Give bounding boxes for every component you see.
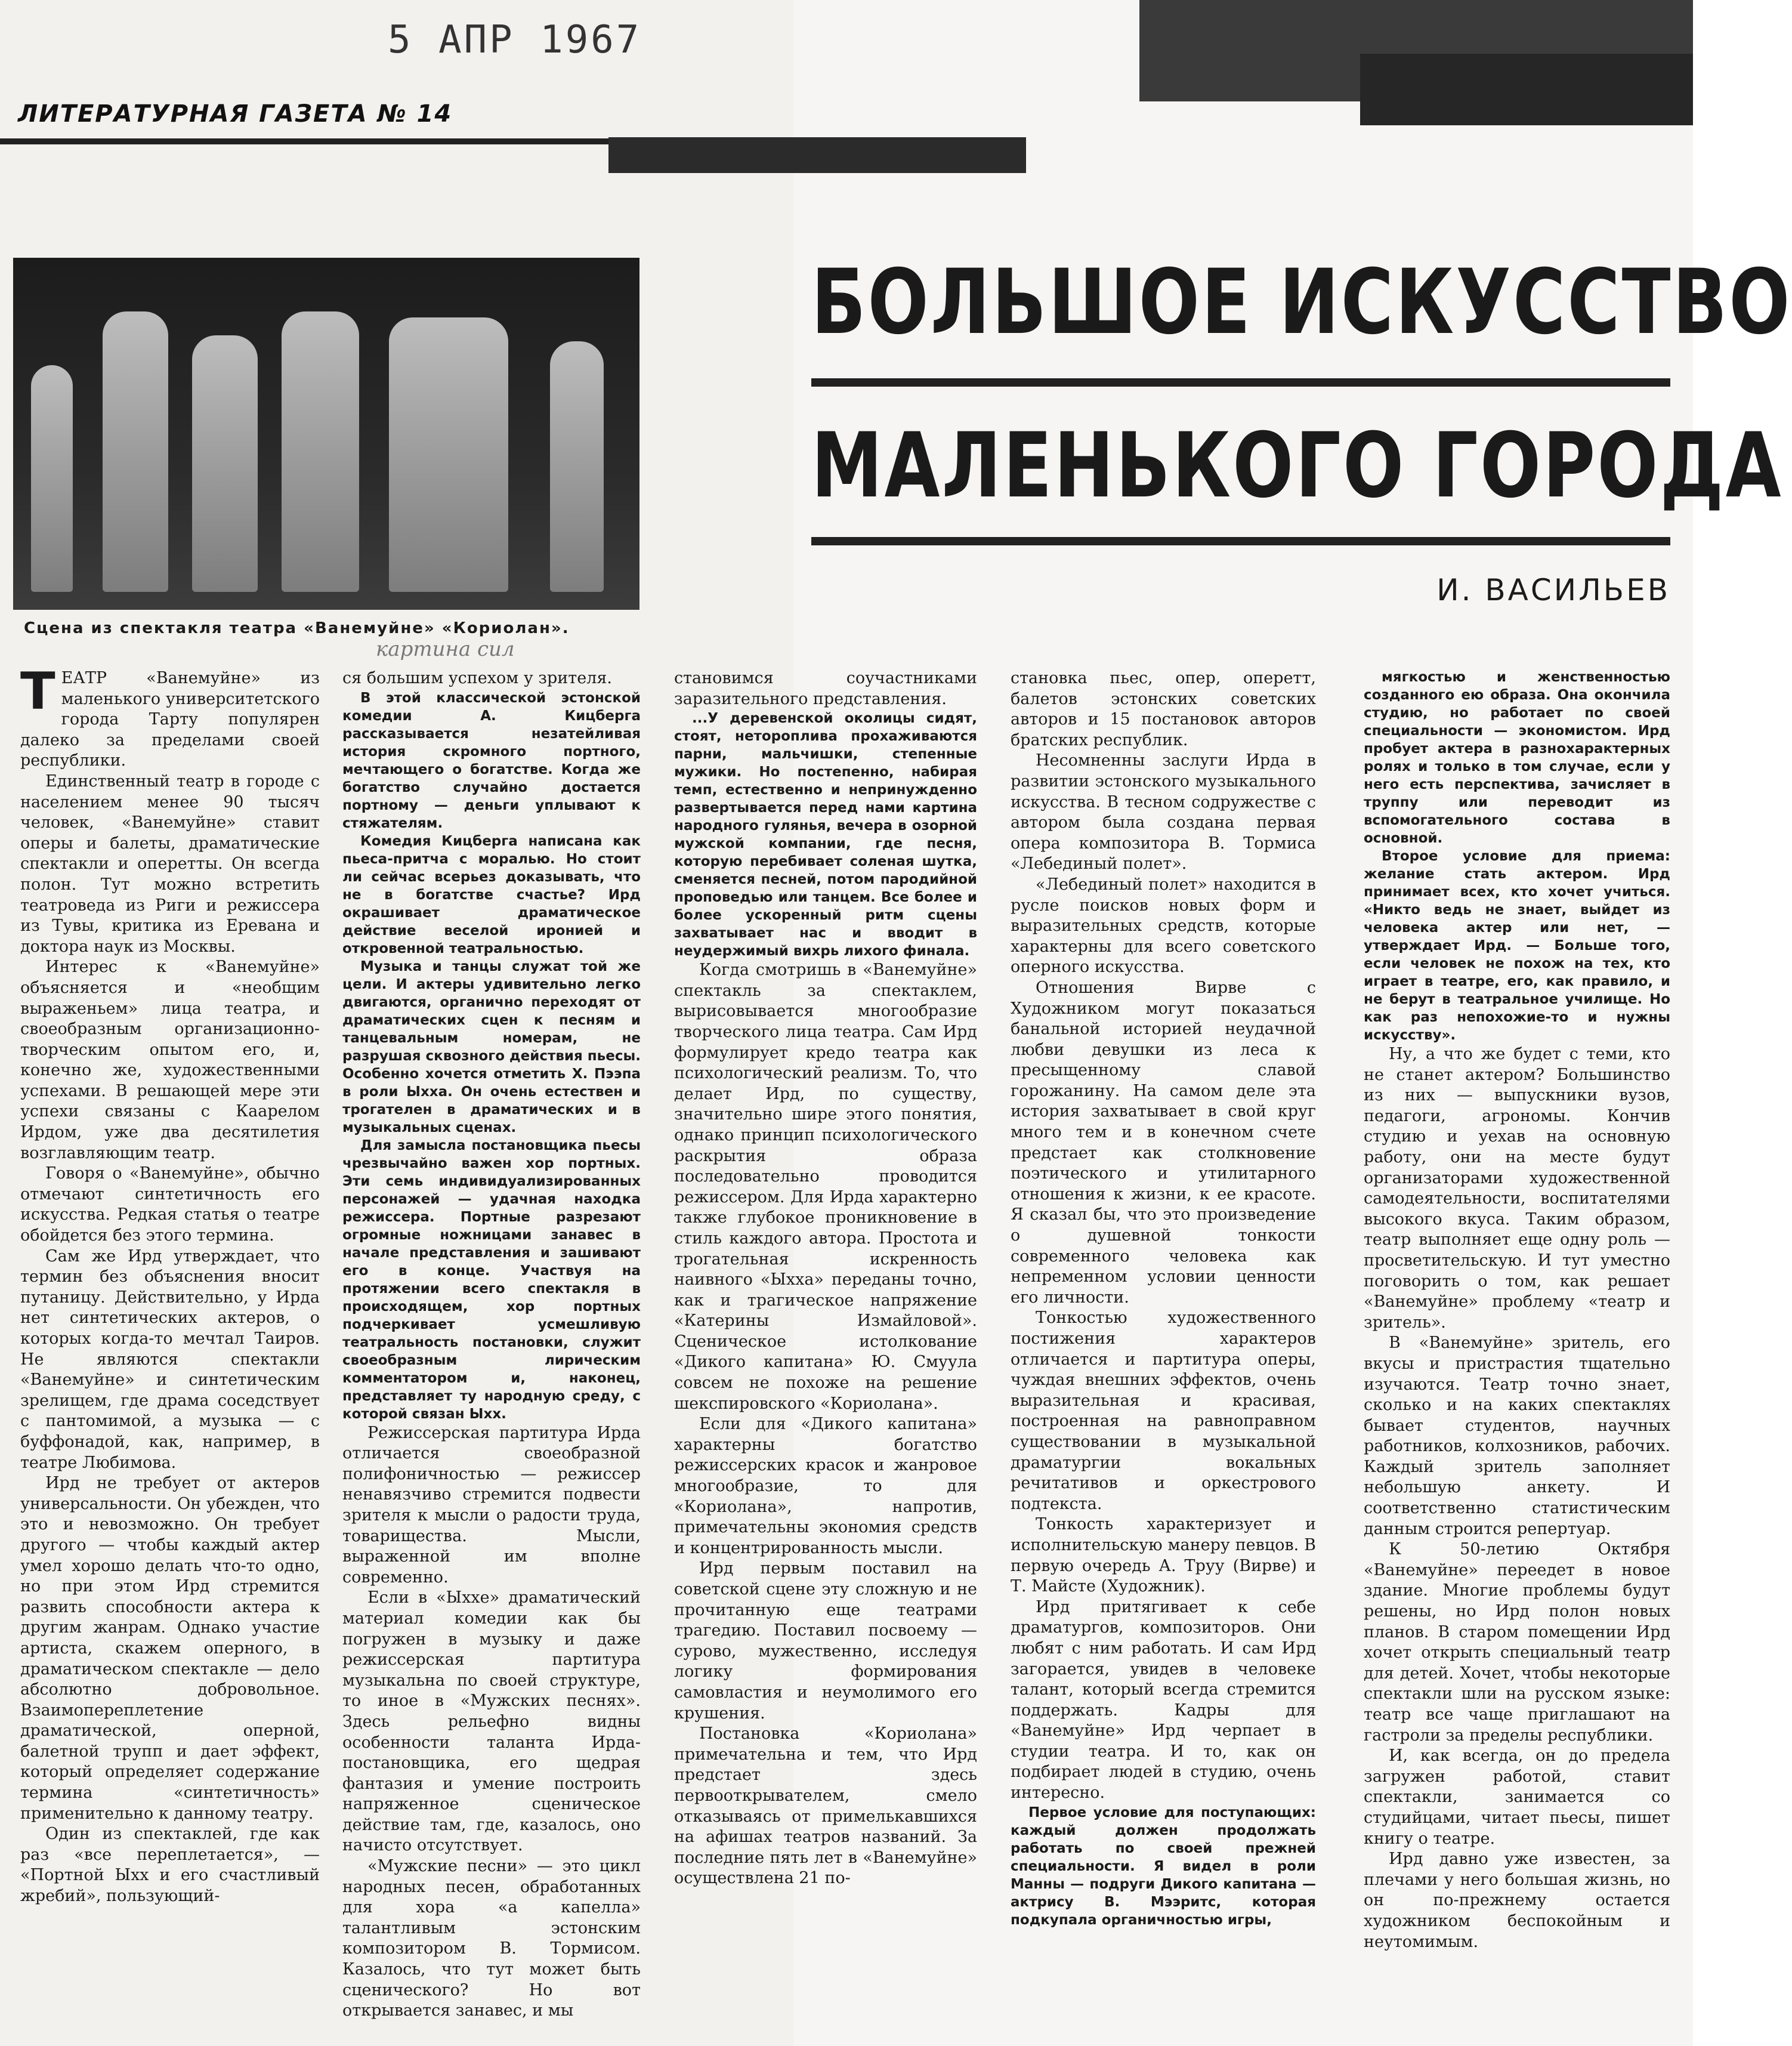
drop-cap: Т — [20, 662, 55, 721]
article-paragraph — [1364, 1333, 1670, 1539]
paragraph-text: Ирд первым поставил на советской сцене эту сложную и не прочитанную еще театрами трагедию. Поставил посвоему — сурово, мужественно, исследуя логику формирования самовластия и неумолимого его крушения. — [674, 1559, 977, 1723]
article-paragraph — [1011, 1597, 1316, 1804]
article-paragraph — [1364, 1044, 1670, 1333]
article-paragraph — [1011, 1308, 1316, 1514]
article-paragraph — [342, 832, 641, 958]
newspaper-masthead: ЛИТЕРАТУРНАЯ ГАЗЕТА № 14 — [18, 100, 453, 128]
paragraph-text: Тонкостью художественного постижения характеров отличается и партитура оперы, чуждая внешних эффектов, очень выразительная и красивая, построенная на равноправном существовании в музыкальной драматургии вокальных речитативов и оркестрового подтекста. — [1011, 1309, 1316, 1513]
headline-rule — [811, 537, 1670, 545]
article-paragraph — [20, 957, 320, 1164]
handwritten-note: картина сил — [376, 637, 515, 661]
paragraph-text: Если для «Дикого капитана» характерны богатство режиссерских красок и жанровое многообразие, то для «Кориолана», напротив, примечательны экономия средств и концентрированность мысли. — [674, 1415, 977, 1557]
article-paragraph — [342, 1588, 641, 1856]
article-paragraph — [20, 1473, 320, 1824]
paragraph-text: «Лебединый полет» находится в русле поисков новых форм и выразительных средств, которые характерны для всего советского оперного искусства. — [1011, 875, 1316, 977]
paragraph-text: В этой классической эстонской комедии А. Кицберга рассказывается незатейливая история скромного портного, мечтающего о богатстве. Когда же богатство случайно достается портному — деньги уплывают к стяжателям. — [342, 690, 641, 831]
paragraph-text: Музыка и танцы служат той же цели. И актеры удивительно легко двигаются, органично переходят от драматических сцен к песням и танцевальным номерам, не разрушая сквозного действия пьесы. Особенно хочется отметить Х. Пээпа в роли Ыхха. Он очень естествен и трогателен в драматических и в музыкальных сценах. — [342, 958, 641, 1135]
article-paragraph — [342, 668, 641, 689]
article-paragraph — [20, 1164, 320, 1246]
headline-rule — [811, 378, 1670, 387]
article-paragraph — [20, 662, 320, 772]
photo-figure — [282, 311, 359, 592]
paragraph-text: Ирд давно уже известен, за плечами у него большая жизнь, но он по-прежнему остается художником беспокойным и неутомимым. — [1364, 1850, 1670, 1951]
paragraph-text: Для замысла постановщика пьесы чрезвычайно важен хор портных. Эти семь индивидуализированных персонажей — удачная находка режиссера. Портные разрезают огромные ножницами занавес в начале представления и зашивают его в конце. Участвуя на протяжении всего спектакля в происходящем, хор портных подчеркивает усмешливую театральность постановки, служит своеобразным лирическим комментатором и, наконец, представляет ту народную среду, с которой связан Ыхх. — [342, 1137, 641, 1422]
article-column — [1011, 668, 1316, 2035]
paragraph-text: становка пьес, опер, оперетт, балетов эстонских советских авторов и 15 постановок авторов братских республик. — [1011, 669, 1316, 749]
paragraph-text: Комедия Кицберга написана как пьеса-притча с моралью. Но стоит ли сейчас всерьез доказывать, что не в богатстве счастье? Ирд окрашивает драматическое действие веселой иронией и откровенной театральностью. — [342, 833, 641, 956]
article-column — [674, 668, 977, 2035]
paragraph-text: мягкостью и женственностью созданного ею образа. Она окончила студию, но работает по своей специальности — экономистом. Ирд пробует актера в разнохарактерных ролях и только в том случае, если у него есть перспектива, зачисляет в труппу или переводит из вспомогательного состава в основной. — [1364, 669, 1670, 846]
paragraph-text: Один из спектаклей, где как раз «все переплетается», — «Портной Ыхх и его счастливый жребий», пользующий- — [20, 1825, 320, 1906]
paragraph-text: ЕАТР «Ванемуйне» из маленького университетского города Тарту популярен далеко за пределами своей республики. — [20, 669, 320, 770]
paragraph-text: Ну, а что же будет с теми, кто не станет актером? Большинство из них — выпускники вузов, педагоги, агрономы. Кончив студию и уехав на основную работу, они на месте будут организаторами художественной самодеятельности, воспитателями высокого вкуса. Таким образом, театр выполняет еще одну роль — просветительскую. И тут уместно поговорить о том, как решает «Ванемуйне» проблему «театр и зритель». — [1364, 1045, 1670, 1332]
article-paragraph — [20, 1824, 320, 1906]
masthead-dark-band — [608, 137, 1026, 173]
article-paragraph — [342, 1423, 641, 1588]
paragraph-text: Тонкость характеризует и исполнительскую манеру певцов. В первую очередь А. Труу (Вирве) и Т. Майсте (Художник). — [1011, 1515, 1316, 1596]
article-paragraph — [342, 689, 641, 832]
stage-photo — [13, 258, 639, 610]
paragraph-text: Режиссерская партитура Ирда отличается своеобразной полифоничностью — режиссер ненавязчиво стремится подвести зрителя к мысли о радости труда, товарищества. Мысли, выраженной им вполне современно. — [342, 1423, 641, 1587]
article-paragraph — [342, 958, 641, 1137]
article-paragraph — [1011, 1804, 1316, 1929]
photo-figure — [192, 335, 258, 592]
article-column — [1364, 668, 1670, 2035]
photo-figure — [31, 365, 73, 592]
paragraph-text: Второе условие для приема: желание стать актером. Ирд принимает всех, кто хочет учиться. «Никто ведь не знает, выйдет из человека актер или нет, — утверждает Ирд. — Больше того, если человек не похож на тех, кто играет в театре, его, как правило, и не берут в театральное училище. Но как раз непохожие-то и нужны искусству». — [1364, 848, 1670, 1043]
paragraph-text: становимся соучастниками заразительного представления. — [674, 669, 977, 708]
paragraph-text: Если в «Ыххе» драматический материал комедии как бы погружен в музыку и даже режиссерская партитура музыкальна по своей структуре, то иное в «Мужских песнях». Здесь рельефно видны особенности таланта Ирда-постановщика, его щедрая фантазия и умение построить напряженное сценическое действие там, где, казалось, оно начисто отсутствует. — [342, 1588, 641, 1855]
date-stamp: 5 АПР 1967 — [388, 18, 642, 62]
paragraph-text: ся большим успехом у зрителя. — [342, 669, 612, 687]
paragraph-text: Ирд притягивает к себе драматургов, композиторов. Они любят с ним работать. И сам Ирд загорается, увидев в человеке талант, который всегда стремится поддержать. Кадры для «Ванемуйне» Ирд черпает в студии театра. И то, как он подбирает людей в студию, очень интересно. — [1011, 1597, 1316, 1803]
paragraph-text: Единственный театр в городе с населением менее 90 тысяч человек, «Ванемуйне» ставит оперы и балеты, драматические спектакли и оперетты. Он всегда полон. Тут можно встретить театроведа из Риги и режиссера из Тувы, критика из Еревана и доктора наук из Москвы. — [20, 772, 320, 956]
paragraph-text: Постановка «Кориолана» примечательна и тем, что Ирд предстает здесь первооткрывателем, смело отказываясь от примелькавшихся на афишах театров названий. За последние пять лет в «Ванемуйне» осуществлена 21 по- — [674, 1724, 977, 1888]
article-paragraph — [1364, 847, 1670, 1044]
article-column — [20, 662, 320, 2035]
article-paragraph — [20, 772, 320, 957]
article-paragraph — [1364, 1539, 1670, 1746]
article-paragraph — [1011, 875, 1316, 978]
headline-line-1: БОЛЬШОЕ ИСКУССТВО — [811, 251, 1792, 354]
photo-figure — [389, 317, 508, 592]
article-paragraph — [674, 668, 977, 709]
article-paragraph — [674, 1414, 977, 1559]
paragraph-text: Ирд не требует от актеров универсальности. Он убежден, что это и невозможно. Он требует другого — чтобы каждый актер умел хорошо делать что-то одно, но при этом Ирд стремится развить способности актера к другим жанрам. Однако участие артиста, скажем оперного, в драматическом спектакле — дело абсолютно добровольное. Взаимопереплетение драматической, оперной, балетной трупп и дает эффект, который определяет содержание термина «синтетичность» применительно к данному театру. — [20, 1474, 320, 1823]
article-paragraph — [674, 960, 977, 1414]
article-paragraph — [342, 1137, 641, 1423]
article-paragraph — [1011, 978, 1316, 1309]
article-paragraph — [1364, 668, 1670, 847]
article-paragraph — [1364, 1746, 1670, 1849]
paragraph-text: Говоря о «Ванемуйне», обычно отмечают синтетичность его искусства. Редкая статья о театре обойдется без этого термина. — [20, 1164, 320, 1245]
paragraph-text: Первое условие для поступающих: каждый должен продолжать работать по своей прежней специальности. Я видел в роли Манны — подруги Дикого капитана — актрису В. Мээритс, которая подкупала органичностью игры, — [1011, 1804, 1316, 1928]
photo-caption: Сцена из спектакля театра «Ванемуйне» «Кориолан». — [24, 619, 570, 637]
paragraph-text: Несомненны заслуги Ирда в развитии эстонского музыкального искусства. В тесном содружестве с автором была создана первая опера композитора В. Тормиса «Лебединый полет». — [1011, 751, 1316, 874]
article-paragraph — [674, 709, 977, 960]
paragraph-text: «Мужские песни» — это цикл народных песен, обработанных для хора «а капелла» талантливым эстонским композитором В. Тормисом. Казалось, что тут может быть сценического? Но вот открывается занавес, и мы — [342, 1857, 641, 2020]
paragraph-text: В «Ванемуйне» зритель, его вкусы и пристрастия тщательно изучаются. Театр точно знает, сколько и на каких спектаклях бывает студентов, научных работников, колхозников, рабочих. Каждый зритель заполняет небольшую анкету. И соответственно статистическим данным строится репертуар. — [1364, 1334, 1670, 1538]
article-paragraph — [674, 1724, 977, 1889]
article-paragraph — [1011, 1514, 1316, 1597]
photo-figure — [103, 311, 168, 592]
background-edge-shadow — [1360, 54, 1693, 125]
article-column — [342, 668, 641, 2035]
article-paragraph — [20, 1246, 320, 1474]
article-paragraph — [674, 1559, 977, 1724]
article-paragraph — [1364, 1849, 1670, 1952]
article-paragraph — [1011, 668, 1316, 751]
article-paragraph — [1011, 751, 1316, 875]
paragraph-text: И, как всегда, он до предела загружен работой, ставит спектакли, занимается со студийцами, читает пьесы, пишет книгу о театре. — [1364, 1746, 1670, 1848]
paragraph-text: ...У деревенской околицы сидят, стоят, нетороплива прохаживаются парни, мальчишки, степенные мужики. Но постепенно, набирая темп, естественно и непринужденно развертывается перед нами картина народного гулянья, вечера в озорной мужской компании, где песня, которую перебивает соленая шутка, сменяется песней, потом пародийной проповедью или танцем. Все более и более ускоренный ритм сцены захватывает нас и вводит в неудержимый вихрь лихого финала. — [674, 711, 977, 959]
paragraph-text: Интерес к «Ванемуйне» объясняется и «необщим выраженьем» лица театра, и своеобразным организационно-творческим опытом его, и, конечно же, художественными успехами. В решающей мере эти успехи связаны с Каарелом Ирдом, уже два десятилетия возглавляющим театр. — [20, 958, 320, 1162]
author-byline: И. ВАСИЛЬЕВ — [1436, 573, 1670, 607]
paragraph-text: Отношения Вирве с Художником могут показаться банальной историей неудачной любви девушки из леса к пресыщенному славой горожанину. На самом деле эта история захватывает в свой круг много тем и в конечном счете предстает как столкновение поэтического и утилитарного отношения к жизни, к ее красоте. Я сказал бы, что это произведение о душевной тонкости современного человека как непременном условии ценности его личности. — [1011, 978, 1316, 1307]
photo-figure — [550, 341, 604, 592]
paragraph-text: Когда смотришь в «Ванемуйне» спектакль за спектаклем, вырисовывается многообразие творческого лица театра. Сам Ирд формулирует кредо театра как психологический реализм. То, что делает Ирд, по существу, значительно шире этого понятия, однако принцип психологического раскрытия образа последовательно проводится режиссером. Для Ирда характерно также глубокое проникновение в стиль каждого автора. Простота и трогательная искренность наивного «Ыхха» переданы точно, как и трагическое напряжение «Катерины Измайловой». Сценическое истолкование «Дикого капитана» Ю. Смуула совсем не похоже на решение шекспировского «Кориолана». — [674, 961, 977, 1413]
article-paragraph — [342, 1856, 641, 2022]
headline-line-2: МАЛЕНЬКОГО ГОРОДА — [811, 414, 1783, 518]
paragraph-text: Сам же Ирд утверждает, что термин без объяснения вносит путаницу. Действительно, у Ирда нет синтетических актеров, о которых когда-то мечтал Таиров. Не являются спектакли «Ванемуйне» и синтетическим зрелищем, где драма соседствует с пантомимой, а музыка — с буффонадой, как, например, в театре Любимова. — [20, 1246, 320, 1472]
paragraph-text: К 50-летию Октября «Ванемуйне» переедет в новое здание. Многие проблемы будут решены, но Ирд полон новых планов. В старом помещении Ирд хочет открыть специальный театр для детей. Хочет, чтобы некоторые спектакли шли на русском языке: театр все чаще приглашают на гастроли за пределы республики. — [1364, 1540, 1670, 1745]
